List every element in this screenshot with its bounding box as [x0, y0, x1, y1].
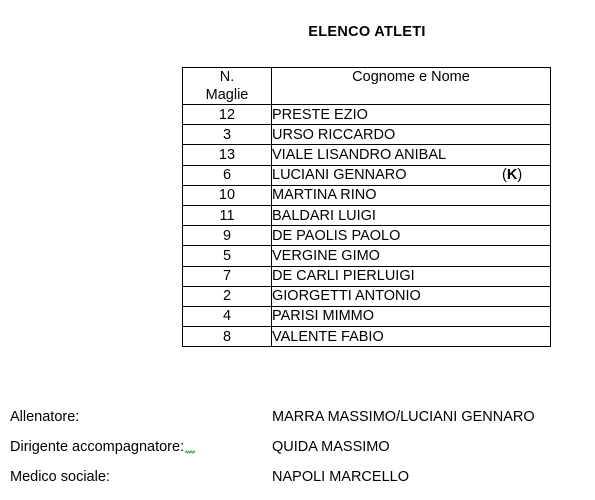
athlete-name-cell — [272, 165, 551, 185]
table-row — [183, 286, 551, 306]
athlete-name-cell — [272, 145, 551, 165]
manager-value: QUIDA MASSIMO — [272, 439, 390, 455]
athlete-name-cell — [272, 226, 551, 246]
athlete-name-cell — [272, 185, 551, 205]
athlete-name-cell — [272, 205, 551, 225]
athlete-name-cell — [272, 125, 551, 145]
athlete-name: URSO RICCARDO — [272, 126, 396, 143]
jersey-number-header — [183, 68, 272, 105]
jersey-number-cell: 9 — [183, 226, 272, 246]
jersey-number-cell: 12 — [183, 105, 272, 125]
table-row — [183, 185, 551, 205]
athlete-name: PRESTE EZIO — [272, 106, 368, 123]
jersey-number-header-line2: Maglie — [205, 87, 249, 103]
athlete-name: LUCIANI GENNARO — [272, 167, 407, 184]
athlete-name: DE CARLI PIERLUIGI — [272, 268, 415, 285]
athlete-name-cell — [272, 306, 551, 326]
coach-label: Allenatore: — [10, 409, 80, 425]
table-row — [183, 226, 551, 246]
doctor-label: Medico sociale: — [10, 469, 110, 485]
captain-mark: K — [506, 166, 518, 183]
table-row — [183, 105, 551, 125]
table-row — [183, 306, 551, 326]
table-row — [183, 145, 551, 165]
spellcheck-squiggle-icon — [185, 450, 195, 454]
jersey-number-cell: 13 — [183, 145, 272, 165]
athlete-name: VIALE LISANDRO ANIBAL — [272, 146, 447, 163]
table-header-row — [183, 68, 551, 105]
athlete-name-cell — [272, 266, 551, 286]
athlete-name-cell — [272, 105, 551, 125]
athlete-name-cell — [272, 286, 551, 306]
athlete-name: BALDARI LUIGI — [272, 207, 376, 224]
coach-value: MARRA MASSIMO/LUCIANI GENNARO — [272, 409, 535, 425]
athlete-name: MARTINA RINO — [272, 187, 377, 204]
document-title: ELENCO ATLETI — [308, 24, 426, 40]
jersey-number-cell: 10 — [183, 185, 272, 205]
athlete-name: PARISI MIMMO — [272, 308, 375, 325]
table-row — [183, 125, 551, 145]
jersey-number-cell: 11 — [183, 205, 272, 225]
jersey-number-cell: 3 — [183, 125, 272, 145]
athlete-name-cell — [272, 327, 551, 347]
manager-label: Dirigente accompagnatore: — [10, 439, 185, 455]
athlete-name: GIORGETTI ANTONIO — [272, 288, 421, 305]
jersey-number-cell: 8 — [183, 327, 272, 347]
table-row — [183, 266, 551, 286]
athlete-name: DE PAOLIS PAOLO — [272, 227, 401, 244]
captain-badge: (K) — [502, 166, 523, 183]
athlete-name: VALENTE FABIO — [272, 328, 384, 345]
athlete-name-header: Cognome e Nome — [272, 68, 551, 105]
table-row — [183, 205, 551, 225]
jersey-number-cell: 2 — [183, 286, 272, 306]
table-row — [183, 165, 551, 185]
table-row — [183, 327, 551, 347]
table-row — [183, 246, 551, 266]
athlete-table — [182, 67, 551, 347]
jersey-number-cell: 7 — [183, 266, 272, 286]
jersey-number-cell: 5 — [183, 246, 272, 266]
doctor-value: NAPOLI MARCELLO — [272, 469, 409, 485]
jersey-number-cell: 4 — [183, 306, 272, 326]
manager-label-wrap — [10, 439, 195, 455]
jersey-number-cell: 6 — [183, 165, 272, 185]
jersey-number-header-line1: N. — [219, 69, 235, 85]
athlete-name: VERGINE GIMO — [272, 247, 380, 264]
athlete-name-cell — [272, 246, 551, 266]
athlete-table-body — [183, 105, 551, 347]
